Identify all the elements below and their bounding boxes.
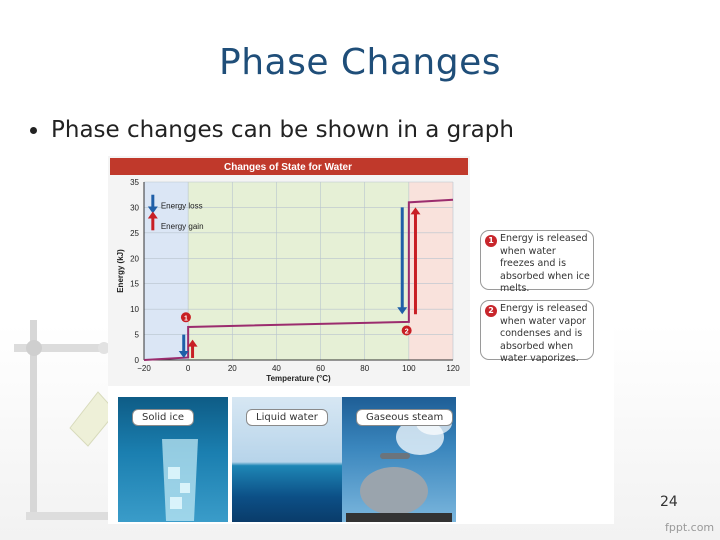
note-1 bbox=[480, 230, 594, 294]
y-tick-label: 10 bbox=[130, 305, 139, 315]
x-tick-label: 40 bbox=[271, 364, 281, 373]
bullet-text: Phase changes can be shown in a graph bbox=[51, 117, 514, 143]
y-tick-label: 5 bbox=[134, 330, 139, 340]
watermark: fppt.com bbox=[665, 521, 715, 534]
photo-liquid-water bbox=[232, 397, 342, 522]
phase-region-1 bbox=[188, 182, 409, 360]
legend-label-1: Energy gain bbox=[160, 221, 204, 231]
x-axis-label: Temperature (°C) bbox=[266, 374, 331, 383]
x-tick-label: 100 bbox=[402, 364, 416, 373]
chart-title: Changes of State for Water bbox=[224, 162, 352, 173]
page-number: 24 bbox=[660, 494, 678, 510]
marker-label-1: 1 bbox=[183, 315, 188, 323]
legend-label-0: Energy loss bbox=[160, 201, 203, 211]
y-tick-label: 20 bbox=[130, 254, 139, 264]
y-tick-label: 0 bbox=[134, 356, 139, 365]
note-1-text: Energy is released when water freezes and is absorbed when ice melts. bbox=[500, 233, 590, 294]
bullet-item bbox=[30, 117, 514, 143]
marker-label-2: 2 bbox=[404, 328, 409, 336]
photo-gaseous-steam bbox=[342, 397, 456, 522]
photo-solid-ice bbox=[118, 397, 228, 522]
phase-change-figure bbox=[108, 156, 614, 524]
note-2-badge: 2 bbox=[485, 305, 497, 317]
gaseous-steam-label: Gaseous steam bbox=[356, 409, 453, 426]
liquid-water-label: Liquid water bbox=[246, 409, 328, 426]
x-tick-label: 0 bbox=[185, 364, 191, 373]
bullet-dot-icon bbox=[30, 127, 37, 134]
y-tick-label: 15 bbox=[130, 279, 139, 289]
solid-ice-label: Solid ice bbox=[132, 409, 194, 426]
x-tick-label: 80 bbox=[360, 364, 370, 373]
x-tick-label: −20 bbox=[137, 364, 151, 373]
y-tick-label: 30 bbox=[130, 203, 139, 213]
note-1-badge: 1 bbox=[485, 235, 497, 247]
x-tick-label: 20 bbox=[227, 364, 237, 373]
y-axis-label: Energy (kJ) bbox=[116, 249, 125, 293]
y-tick-label: 25 bbox=[130, 228, 139, 238]
x-tick-label: 120 bbox=[446, 364, 460, 373]
note-2 bbox=[480, 300, 594, 364]
note-2-text: Energy is released when water vapor condenses and is absorbed when water vaporizes. bbox=[500, 303, 588, 364]
slide-title: Phase Changes bbox=[218, 42, 502, 83]
y-tick-label: 35 bbox=[130, 178, 139, 187]
x-tick-label: 60 bbox=[316, 364, 326, 373]
